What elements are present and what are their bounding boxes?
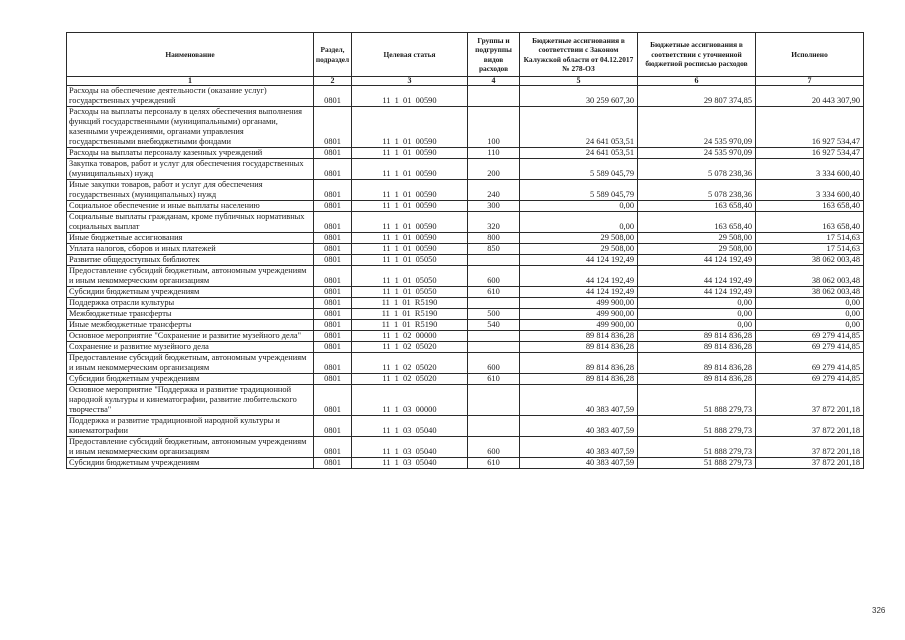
row-target: 11 1 01 R5190 — [352, 298, 468, 309]
row-name: Основное мероприятие "Поддержка и развитие традиционной народной культуры и кинематографии, развитие любительского творчества" — [67, 385, 314, 416]
table-row — [67, 255, 864, 266]
row-law-amount: 89 814 836,28 — [520, 331, 638, 342]
row-done-amount: 16 927 534,47 — [756, 107, 864, 148]
row-done-amount: 3 334 600,40 — [756, 180, 864, 201]
row-target: 11 1 01 05050 — [352, 266, 468, 287]
table-row — [67, 212, 864, 233]
row-group: 800 — [468, 233, 520, 244]
table-row — [67, 159, 864, 180]
table-row — [67, 266, 864, 287]
row-group: 610 — [468, 458, 520, 469]
row-law-amount: 40 383 407,59 — [520, 416, 638, 437]
row-law-amount: 44 124 192,49 — [520, 255, 638, 266]
row-target: 11 1 03 05040 — [352, 458, 468, 469]
row-group — [468, 255, 520, 266]
row-updated-amount: 24 535 970,09 — [638, 107, 756, 148]
table-row — [67, 374, 864, 385]
row-name: Субсидии бюджетным учреждениям — [67, 374, 314, 385]
row-razdel: 0801 — [314, 266, 352, 287]
row-updated-amount: 51 888 279,73 — [638, 437, 756, 458]
row-group — [468, 342, 520, 353]
row-law-amount: 89 814 836,28 — [520, 342, 638, 353]
row-name: Социальное обеспечение и иные выплаты населению — [67, 201, 314, 212]
row-target: 11 1 01 00590 — [352, 201, 468, 212]
row-target: 11 1 01 R5190 — [352, 320, 468, 331]
header-name: Наименование — [67, 33, 314, 77]
row-razdel: 0801 — [314, 437, 352, 458]
row-done-amount: 0,00 — [756, 320, 864, 331]
row-name: Межбюджетные трансферты — [67, 309, 314, 320]
row-name: Развитие общедоступных библиотек — [67, 255, 314, 266]
row-law-amount: 29 508,00 — [520, 233, 638, 244]
row-law-amount: 44 124 192,49 — [520, 287, 638, 298]
header-updated: Бюджетные ассигнования в соответствии с уточненной бюджетной росписью расходов — [638, 33, 756, 77]
row-updated-amount: 51 888 279,73 — [638, 458, 756, 469]
row-done-amount: 16 927 534,47 — [756, 148, 864, 159]
header-row — [67, 33, 864, 77]
row-target: 11 1 02 00000 — [352, 331, 468, 342]
header-law: Бюджетные ассигнования в соответствии с Законом Калужской области от 04.12.2017 № 278-ОЗ — [520, 33, 638, 77]
row-updated-amount: 89 814 836,28 — [638, 342, 756, 353]
row-target: 11 1 01 05050 — [352, 255, 468, 266]
row-updated-amount: 51 888 279,73 — [638, 416, 756, 437]
header-target: Целевая статья — [352, 33, 468, 77]
row-group — [468, 331, 520, 342]
row-law-amount: 0,00 — [520, 212, 638, 233]
row-done-amount: 0,00 — [756, 298, 864, 309]
row-name: Поддержка отрасли культуры — [67, 298, 314, 309]
table-body — [67, 86, 864, 469]
row-updated-amount: 89 814 836,28 — [638, 331, 756, 342]
row-name: Иные закупки товаров, работ и услуг для обеспечения государственных (муниципальных) нужд — [67, 180, 314, 201]
table-row — [67, 244, 864, 255]
row-target: 11 1 01 00590 — [352, 148, 468, 159]
table-row — [67, 331, 864, 342]
row-razdel: 0801 — [314, 148, 352, 159]
row-updated-amount: 44 124 192,49 — [638, 266, 756, 287]
table-row — [67, 437, 864, 458]
table-row — [67, 233, 864, 244]
row-target: 11 1 03 00000 — [352, 385, 468, 416]
row-name: Расходы на выплаты персоналу казенных учреждений — [67, 148, 314, 159]
budget-table — [66, 32, 864, 469]
row-group: 500 — [468, 309, 520, 320]
row-done-amount: 69 279 414,85 — [756, 374, 864, 385]
row-law-amount: 44 124 192,49 — [520, 266, 638, 287]
row-group: 110 — [468, 148, 520, 159]
row-target: 11 1 02 05020 — [352, 342, 468, 353]
row-law-amount: 30 259 607,30 — [520, 86, 638, 107]
row-group: 610 — [468, 374, 520, 385]
row-group — [468, 385, 520, 416]
row-done-amount: 17 514,63 — [756, 244, 864, 255]
row-law-amount: 499 900,00 — [520, 298, 638, 309]
row-done-amount: 37 872 201,18 — [756, 458, 864, 469]
row-law-amount: 24 641 053,51 — [520, 107, 638, 148]
row-done-amount: 37 872 201,18 — [756, 416, 864, 437]
row-updated-amount: 24 535 970,09 — [638, 148, 756, 159]
row-done-amount: 17 514,63 — [756, 233, 864, 244]
row-razdel: 0801 — [314, 331, 352, 342]
table-row — [67, 180, 864, 201]
row-razdel: 0801 — [314, 353, 352, 374]
row-group: 540 — [468, 320, 520, 331]
row-name: Субсидии бюджетным учреждениям — [67, 287, 314, 298]
row-updated-amount: 0,00 — [638, 320, 756, 331]
row-group: 200 — [468, 159, 520, 180]
row-law-amount: 0,00 — [520, 201, 638, 212]
row-razdel: 0801 — [314, 320, 352, 331]
row-updated-amount: 89 814 836,28 — [638, 374, 756, 385]
page-number: 326 — [872, 606, 886, 615]
row-group: 320 — [468, 212, 520, 233]
row-razdel: 0801 — [314, 298, 352, 309]
row-done-amount: 38 062 003,48 — [756, 255, 864, 266]
row-target: 11 1 01 00590 — [352, 159, 468, 180]
row-target: 11 1 01 05050 — [352, 287, 468, 298]
row-razdel: 0801 — [314, 201, 352, 212]
row-name: Социальные выплаты гражданам, кроме публичных нормативных социальных выплат — [67, 212, 314, 233]
row-updated-amount: 44 124 192,49 — [638, 255, 756, 266]
table-row — [67, 309, 864, 320]
row-done-amount: 163 658,40 — [756, 212, 864, 233]
row-name: Предоставление субсидий бюджетным, автономным учреждениям и иным некоммерческим организациям — [67, 353, 314, 374]
row-updated-amount: 5 078 238,36 — [638, 180, 756, 201]
row-done-amount: 37 872 201,18 — [756, 385, 864, 416]
row-done-amount: 0,00 — [756, 309, 864, 320]
row-target: 11 1 03 05040 — [352, 416, 468, 437]
table-row — [67, 107, 864, 148]
row-name: Сохранение и развитие музейного дела — [67, 342, 314, 353]
table-row — [67, 416, 864, 437]
row-updated-amount: 0,00 — [638, 298, 756, 309]
row-name: Основное мероприятие "Сохранение и развитие музейного дела" — [67, 331, 314, 342]
row-updated-amount: 44 124 192,49 — [638, 287, 756, 298]
row-law-amount: 40 383 407,59 — [520, 458, 638, 469]
row-done-amount: 69 279 414,85 — [756, 342, 864, 353]
row-razdel: 0801 — [314, 374, 352, 385]
row-target: 11 1 01 00590 — [352, 212, 468, 233]
row-group: 600 — [468, 353, 520, 374]
column-number: 2 — [314, 77, 352, 86]
row-law-amount: 499 900,00 — [520, 309, 638, 320]
row-updated-amount: 29 807 374,85 — [638, 86, 756, 107]
row-razdel: 0801 — [314, 342, 352, 353]
row-law-amount: 29 508,00 — [520, 244, 638, 255]
table-row — [67, 148, 864, 159]
row-law-amount: 89 814 836,28 — [520, 353, 638, 374]
table-row — [67, 86, 864, 107]
row-name: Предоставление субсидий бюджетным, автономным учреждениям и иным некоммерческим организациям — [67, 437, 314, 458]
row-updated-amount: 29 508,00 — [638, 233, 756, 244]
row-razdel: 0801 — [314, 244, 352, 255]
row-razdel: 0801 — [314, 212, 352, 233]
header-groups: Группы и подгруппы видов расходов — [468, 33, 520, 77]
table-row — [67, 342, 864, 353]
row-done-amount: 69 279 414,85 — [756, 331, 864, 342]
row-updated-amount: 89 814 836,28 — [638, 353, 756, 374]
row-razdel: 0801 — [314, 416, 352, 437]
column-number: 3 — [352, 77, 468, 86]
row-updated-amount: 5 078 238,36 — [638, 159, 756, 180]
row-razdel: 0801 — [314, 255, 352, 266]
row-group: 240 — [468, 180, 520, 201]
row-done-amount: 38 062 003,48 — [756, 266, 864, 287]
row-done-amount: 38 062 003,48 — [756, 287, 864, 298]
table-row — [67, 320, 864, 331]
header-razdel: Раздел, подраздел — [314, 33, 352, 77]
row-group — [468, 86, 520, 107]
row-law-amount: 5 589 045,79 — [520, 159, 638, 180]
row-group: 300 — [468, 201, 520, 212]
table-row — [67, 385, 864, 416]
row-razdel: 0801 — [314, 458, 352, 469]
row-law-amount: 5 589 045,79 — [520, 180, 638, 201]
row-group: 610 — [468, 287, 520, 298]
row-target: 11 1 01 00590 — [352, 244, 468, 255]
row-law-amount: 499 900,00 — [520, 320, 638, 331]
row-razdel: 0801 — [314, 385, 352, 416]
column-number: 1 — [67, 77, 314, 86]
row-group: 850 — [468, 244, 520, 255]
row-name: Предоставление субсидий бюджетным, автономным учреждениям и иным некоммерческим организациям — [67, 266, 314, 287]
row-done-amount: 3 334 600,40 — [756, 159, 864, 180]
row-group — [468, 298, 520, 309]
row-razdel: 0801 — [314, 287, 352, 298]
table-row — [67, 353, 864, 374]
column-number: 6 — [638, 77, 756, 86]
row-target: 11 1 01 R5190 — [352, 309, 468, 320]
row-updated-amount: 29 508,00 — [638, 244, 756, 255]
row-target: 11 1 01 00590 — [352, 86, 468, 107]
row-group: 600 — [468, 437, 520, 458]
row-law-amount: 24 641 053,51 — [520, 148, 638, 159]
row-updated-amount: 163 658,40 — [638, 212, 756, 233]
row-group: 600 — [468, 266, 520, 287]
row-law-amount: 40 383 407,59 — [520, 385, 638, 416]
row-razdel: 0801 — [314, 233, 352, 244]
column-number: 5 — [520, 77, 638, 86]
row-name: Иные межбюджетные трансферты — [67, 320, 314, 331]
row-done-amount: 20 443 307,90 — [756, 86, 864, 107]
row-name: Расходы на обеспечение деятельности (оказание услуг) государственных учреждений — [67, 86, 314, 107]
row-razdel: 0801 — [314, 180, 352, 201]
row-law-amount: 40 383 407,59 — [520, 437, 638, 458]
row-name: Расходы на выплаты персоналу в целях обеспечения выполнения функций государственными (муниципальными) органами, казенными учреждениями, органами управления государственными внебюджетными фондами — [67, 107, 314, 148]
row-name: Иные бюджетные ассигнования — [67, 233, 314, 244]
row-target: 11 1 02 05020 — [352, 374, 468, 385]
row-done-amount: 37 872 201,18 — [756, 437, 864, 458]
row-razdel: 0801 — [314, 309, 352, 320]
header-done: Исполнено — [756, 33, 864, 77]
row-target: 11 1 01 00590 — [352, 180, 468, 201]
column-number: 7 — [756, 77, 864, 86]
row-name: Уплата налогов, сборов и иных платежей — [67, 244, 314, 255]
row-group — [468, 416, 520, 437]
row-law-amount: 89 814 836,28 — [520, 374, 638, 385]
table-row — [67, 287, 864, 298]
column-number: 4 — [468, 77, 520, 86]
row-updated-amount: 51 888 279,73 — [638, 385, 756, 416]
table-row — [67, 298, 864, 309]
row-name: Субсидии бюджетным учреждениям — [67, 458, 314, 469]
row-done-amount: 163 658,40 — [756, 201, 864, 212]
row-razdel: 0801 — [314, 86, 352, 107]
row-razdel: 0801 — [314, 107, 352, 148]
row-target: 11 1 03 05040 — [352, 437, 468, 458]
row-target: 11 1 02 05020 — [352, 353, 468, 374]
row-group: 100 — [468, 107, 520, 148]
row-target: 11 1 01 00590 — [352, 233, 468, 244]
row-updated-amount: 0,00 — [638, 309, 756, 320]
row-done-amount: 69 279 414,85 — [756, 353, 864, 374]
row-updated-amount: 163 658,40 — [638, 201, 756, 212]
table-row — [67, 201, 864, 212]
row-target: 11 1 01 00590 — [352, 107, 468, 148]
budget-table-sheet — [66, 32, 863, 469]
row-name: Закупка товаров, работ и услуг для обеспечения государственных (муниципальных) нужд — [67, 159, 314, 180]
column-number-row — [67, 77, 864, 86]
row-name: Поддержка и развитие традиционной народной культуры и кинематографии — [67, 416, 314, 437]
table-row — [67, 458, 864, 469]
row-razdel: 0801 — [314, 159, 352, 180]
